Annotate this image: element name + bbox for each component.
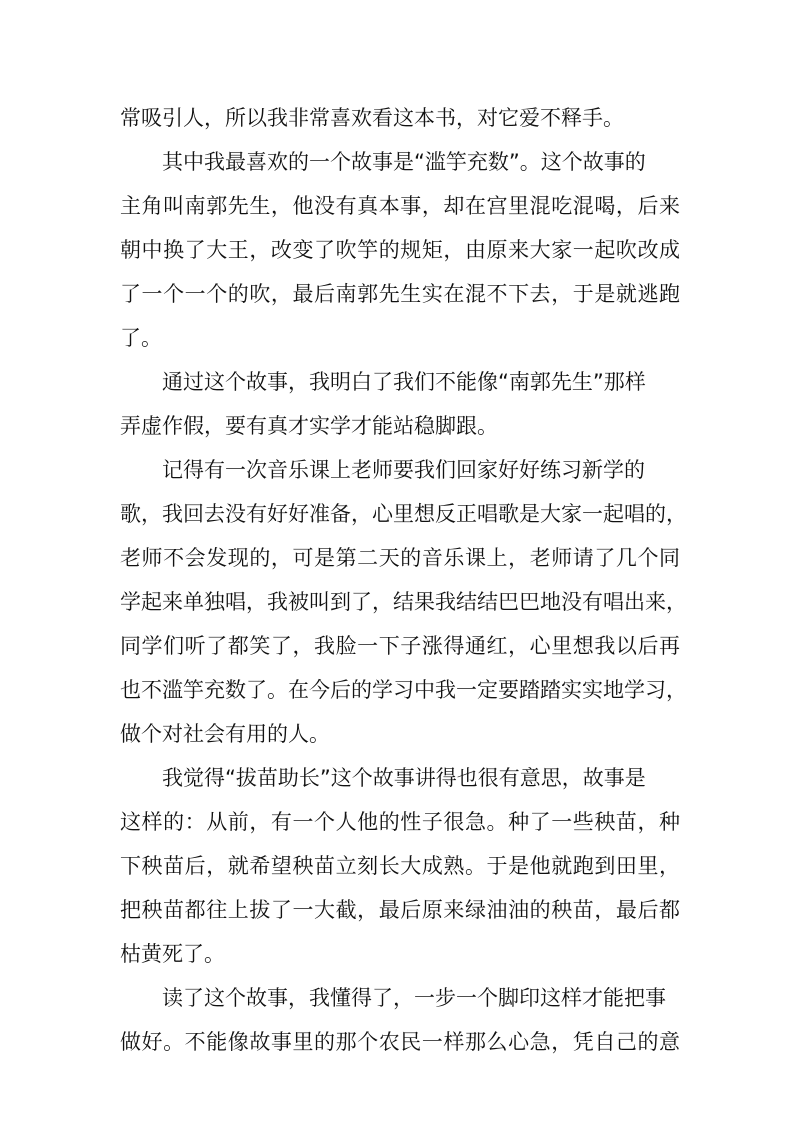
text-line: 枯黄死了。	[120, 942, 225, 966]
text-line: 同学们听了都笑了，我脸一下子涨得通红，心里想我以后再	[120, 634, 680, 658]
text-line: 记得有一次音乐课上老师要我们回家好好练习新学的	[162, 458, 645, 482]
text-line: 歌，我回去没有好好准备，心里想反正唱歌是大家一起唱的，	[120, 502, 687, 526]
text-line: 把秧苗都往上拔了一大截，最后原来绿油油的秧苗，最后都	[120, 898, 680, 922]
text-line: 学起来单独唱，我被叫到了，结果我结结巴巴地没有唱出来，	[120, 590, 687, 614]
text-line: 做个对社会有用的人。	[120, 722, 330, 746]
text-line: 其中我最喜欢的一个故事是“滥竽充数”。这个故事的	[162, 150, 646, 174]
text-line: 做好。不能像故事里的那个农民一样那么心急，凭自己的意	[120, 1030, 680, 1054]
text-line: 下秧苗后，就希望秧苗立刻长大成熟。于是他就跑到田里，	[120, 854, 680, 878]
text-line: 通过这个故事，我明白了我们不能像“南郭先生”那样	[162, 370, 646, 394]
text-line: 也不滥竽充数了。在今后的学习中我一定要踏踏实实地学习，	[120, 678, 687, 702]
text-line: 老师不会发现的，可是第二天的音乐课上，老师请了几个同	[120, 546, 680, 570]
text-line: 我觉得“拔苗助长”这个故事讲得也很有意思，故事是	[162, 766, 646, 790]
document-body	[120, 96, 687, 1064]
text-line: 这样的：从前，有一个人他的性子很急。种了一些秧苗，种	[120, 810, 680, 834]
text-line: 了。	[120, 326, 162, 350]
text-line: 了一个一个的吹，最后南郭先生实在混不下去，于是就逃跑	[120, 282, 680, 306]
text-line: 弄虚作假，要有真才实学才能站稳脚跟。	[120, 414, 498, 438]
text-line: 读了这个故事，我懂得了，一步一个脚印这样才能把事	[162, 986, 666, 1010]
text-line: 主角叫南郭先生，他没有真本事，却在宫里混吃混喝，后来	[120, 194, 680, 218]
text-line: 朝中换了大王，改变了吹竽的规矩，由原来大家一起吹改成	[120, 238, 680, 262]
text-line: 常吸引人，所以我非常喜欢看这本书，对它爱不释手。	[120, 106, 624, 130]
